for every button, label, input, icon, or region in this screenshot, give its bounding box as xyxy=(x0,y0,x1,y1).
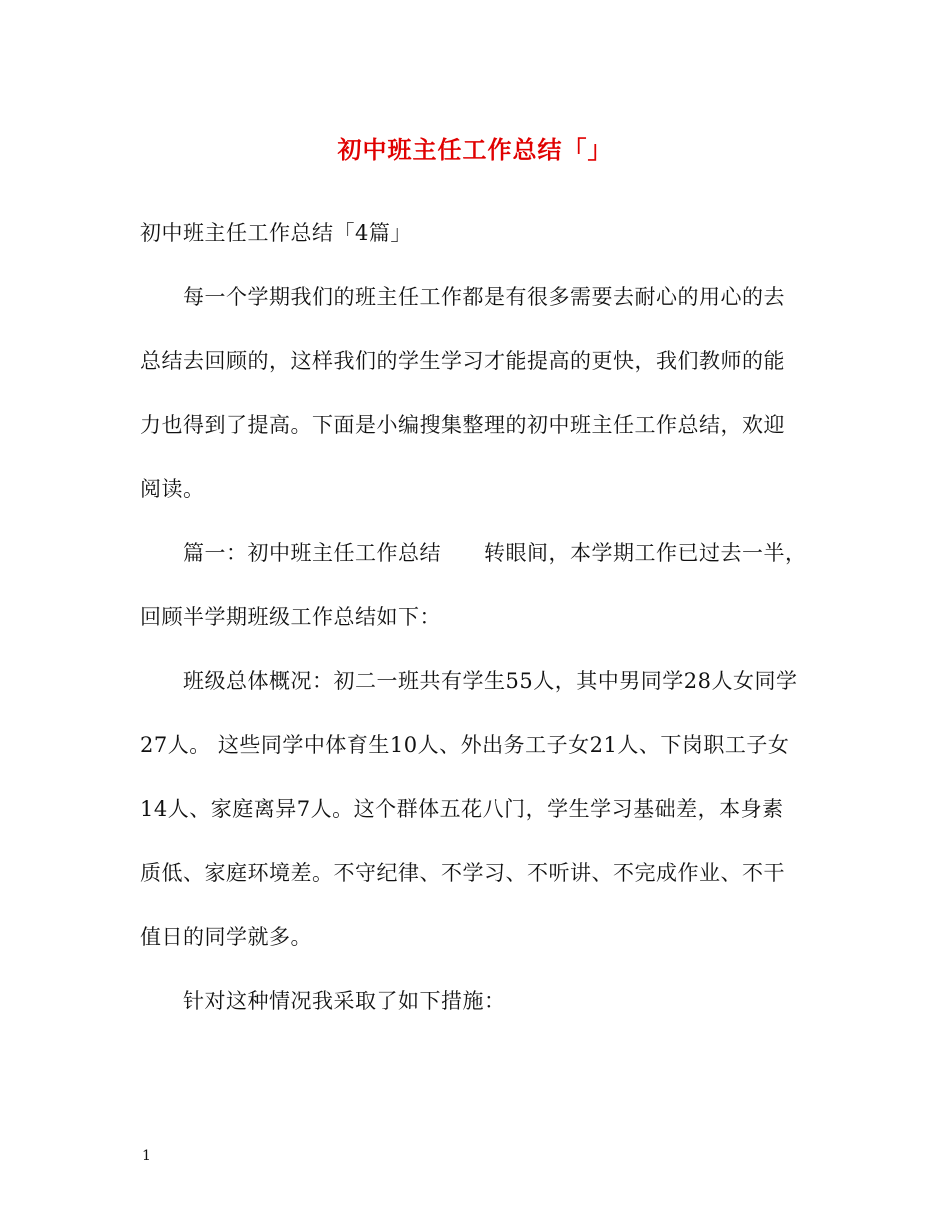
body-line: 回顾半学期班级工作总结如下： xyxy=(140,605,441,629)
page-number: 1 xyxy=(142,1148,151,1164)
body-line: 篇一：初中班主任工作总结 转眼间，本学期工作已过去一半， xyxy=(140,541,807,565)
subtitle-line: 初中班主任工作总结「4篇」 xyxy=(140,221,412,245)
body-line: 值日的同学就多。 xyxy=(140,925,312,949)
body-line: 阅读。 xyxy=(140,477,205,501)
body-line: 27人。 这些同学中体育生10人、外出务工子女21人、下岗职工子女 xyxy=(140,733,790,757)
body-line: 总结去回顾的，这样我们的学生学习才能提高的更快，我们教师的能 xyxy=(140,349,785,373)
body-line: 班级总体概况：初二一班共有学生55人，其中男同学28人女同学 xyxy=(140,669,798,693)
body-line: 每一个学期我们的班主任工作都是有很多需要去耐心的用心的去 xyxy=(140,285,785,309)
document-title: 初中班主任工作总结「」 xyxy=(337,135,613,164)
body-line: 针对这种情况我采取了如下措施： xyxy=(140,989,506,1013)
body-line: 14人、家庭离异7人。这个群体五花八门，学生学习基础差，本身素 xyxy=(140,797,784,821)
body-line: 力也得到了提高。下面是小编搜集整理的初中班主任工作总结，欢迎 xyxy=(140,413,785,437)
body-line: 质低、家庭环境差。不守纪律、不学习、不听讲、不完成作业、不干 xyxy=(140,861,785,885)
